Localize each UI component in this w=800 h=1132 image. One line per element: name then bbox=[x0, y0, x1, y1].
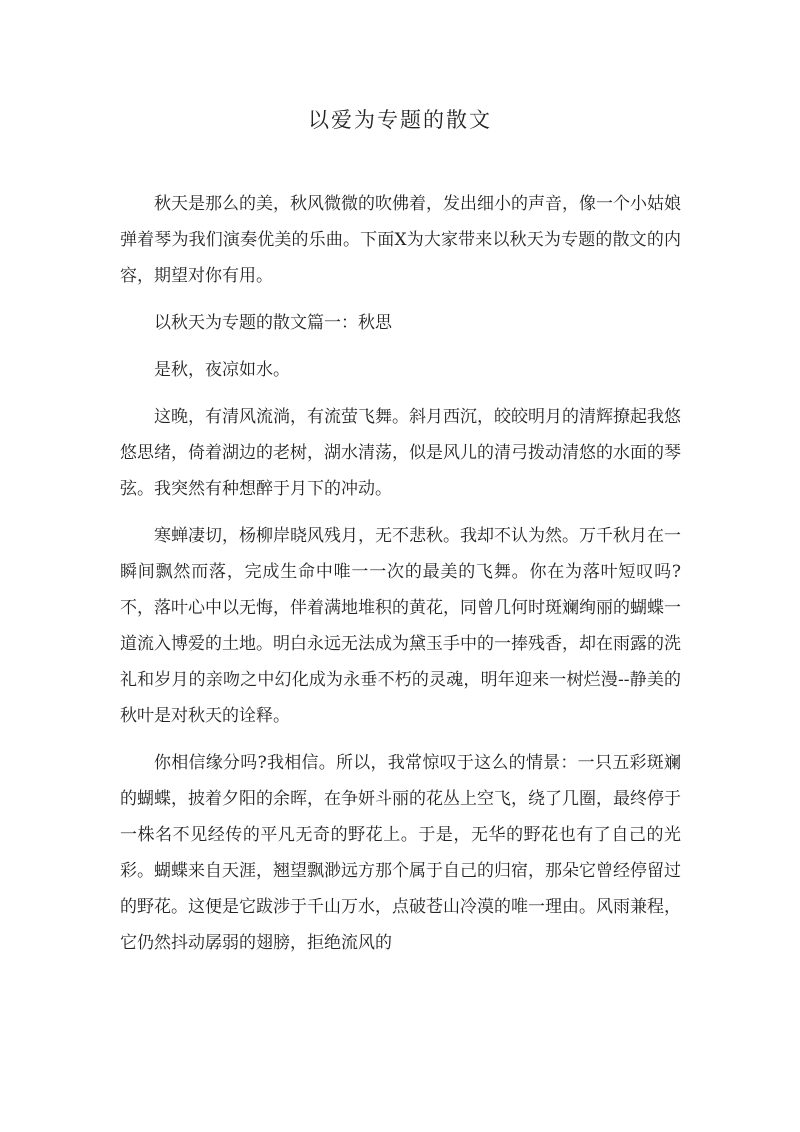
document-body bbox=[120, 186, 681, 972]
document-title: 以爱为专题的散文 bbox=[308, 108, 492, 132]
paragraph: 是秋，夜凉如水。 bbox=[154, 360, 290, 380]
paragraph-intro: 秋天是那么的美，秋风微微的吹佛着，发出细小的声音，像一个小姑娘弹着琴为我们演奏优美的乐曲。下面X为大家带来以秋天为专题的散文的内容，期望对你有用。 bbox=[120, 194, 681, 286]
section-heading: 以秋天为专题的散文篇一：秋思 bbox=[154, 313, 392, 333]
paragraph: 你相信缘分吗?我相信。所以，我常惊叹于这么的情景：一只五彩斑斓的蝴蝶，披着夕阳的余晖，在争妍斗丽的花丛上空飞，绕了几圈，最终停于一株名不见经传的平凡无奇的野花上。于是，无华的野花也有了自己的光彩。蝴蝶来自天涯，翘望飘渺远方那个属于自己的归宿，那朵它曾经停留过的野花。这便是它跋涉于千山万水，点破苍山冷漠的唯一理由。风雨兼程，它仍然抖动孱弱的翅膀，拒绝流风的 bbox=[120, 753, 681, 953]
paragraph: 寒蝉凄切，杨柳岸晓风残月，无不悲秋。我却不认为然。万千秋月在一瞬间飘然而落，完成生命中唯一一次的最美的飞舞。你在为落叶短叹吗?不，落叶心中以无悔，伴着满地堆积的黄花，同曾几何时斑斓绚丽的蝴蝶一道流入博爱的土地。明白永远无法成为黛玉手中的一捧残香，却在雨露的洗礼和岁月的亲吻之中幻化成为永垂不朽的灵魂，明年迎来一树烂漫--静美的秋叶是对秋天的诠释。 bbox=[120, 526, 681, 726]
paragraph: 这晚，有清风流淌，有流萤飞舞。斜月西沉，皎皎明月的清辉撩起我悠悠思绪，倚着湖边的老树，湖水清荡，似是风儿的清弓拨动清悠的水面的琴弦。我突然有种想醉于月下的冲动。 bbox=[120, 407, 681, 499]
